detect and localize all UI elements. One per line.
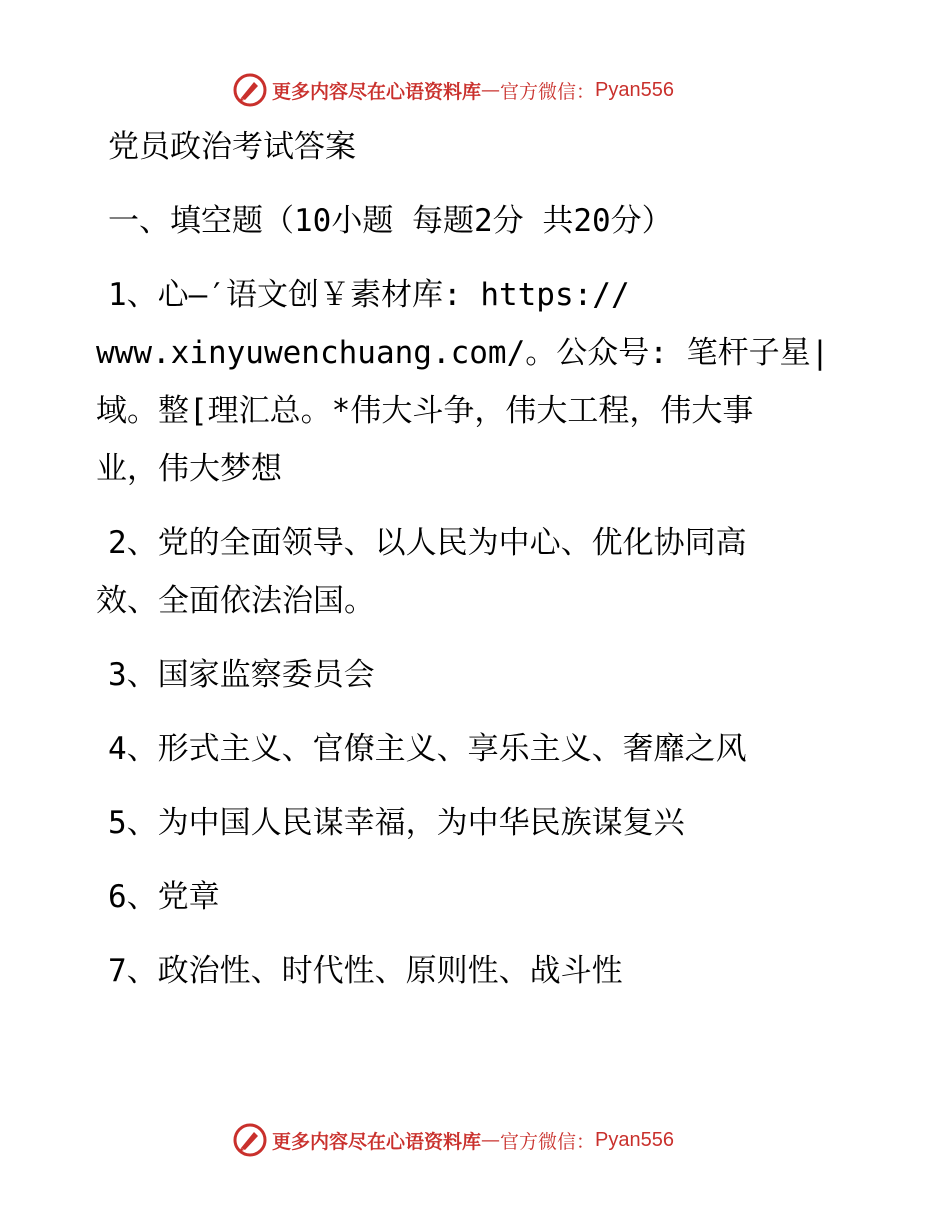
banner-text: 更多内容尽在心语资料库 (272, 80, 482, 103)
banner-contact-id: Pyan556 (595, 78, 674, 101)
answer-line: www.xinyuwenchuang.com/。公众号: 笔杆子星| (96, 335, 830, 371)
pen-circle-logo-icon (232, 72, 268, 108)
answer-line: 1、心—′语文创￥素材库: https:// (108, 277, 630, 313)
answer-line: 2、党的全面领导、以人民为中心、优化协同高 (108, 525, 747, 561)
answer-item-3 (96, 646, 826, 704)
answer-line: 5、为中国人民谋幸福，为中华民族谋复兴 (108, 805, 685, 841)
answer-line: 4、形式主义、官僚主义、享乐主义、奢靡之风 (108, 731, 747, 767)
banner-contact-label: 官方微信： (500, 1130, 596, 1153)
banner-text: 更多内容尽在心语资料库 (272, 1130, 482, 1153)
footer-banner (232, 1120, 674, 1160)
section-heading: 一、填空题（10小题 每题2分 共20分） (108, 203, 673, 239)
answer-item-6 (96, 868, 826, 926)
answer-line: 效、全面依法治国。 (96, 583, 375, 619)
document-body (96, 118, 830, 1000)
header-banner (232, 70, 674, 110)
answer-item-5 (96, 794, 826, 852)
banner-dash: — (481, 1129, 501, 1151)
banner-dash: — (481, 79, 501, 101)
banner-contact-label: 官方微信： (500, 80, 596, 103)
answer-item-4 (96, 720, 826, 778)
answer-line: 6、党章 (108, 879, 220, 915)
answer-line: 域。整[理汇总。*伟大斗争，伟大工程，伟大事 (96, 393, 754, 429)
answer-item-7 (96, 942, 826, 1000)
banner-contact-id: Pyan556 (595, 1128, 674, 1151)
answer-line: 业，伟大梦想 (96, 451, 282, 487)
document-title: 党员政治考试答案 (108, 129, 356, 165)
answer-item-2 (96, 514, 826, 630)
answer-item-1 (96, 266, 830, 498)
answer-line: 3、国家监察委员会 (108, 657, 375, 693)
pen-circle-logo-icon (232, 1122, 268, 1158)
answer-line: 7、政治性、时代性、原则性、战斗性 (108, 953, 623, 989)
